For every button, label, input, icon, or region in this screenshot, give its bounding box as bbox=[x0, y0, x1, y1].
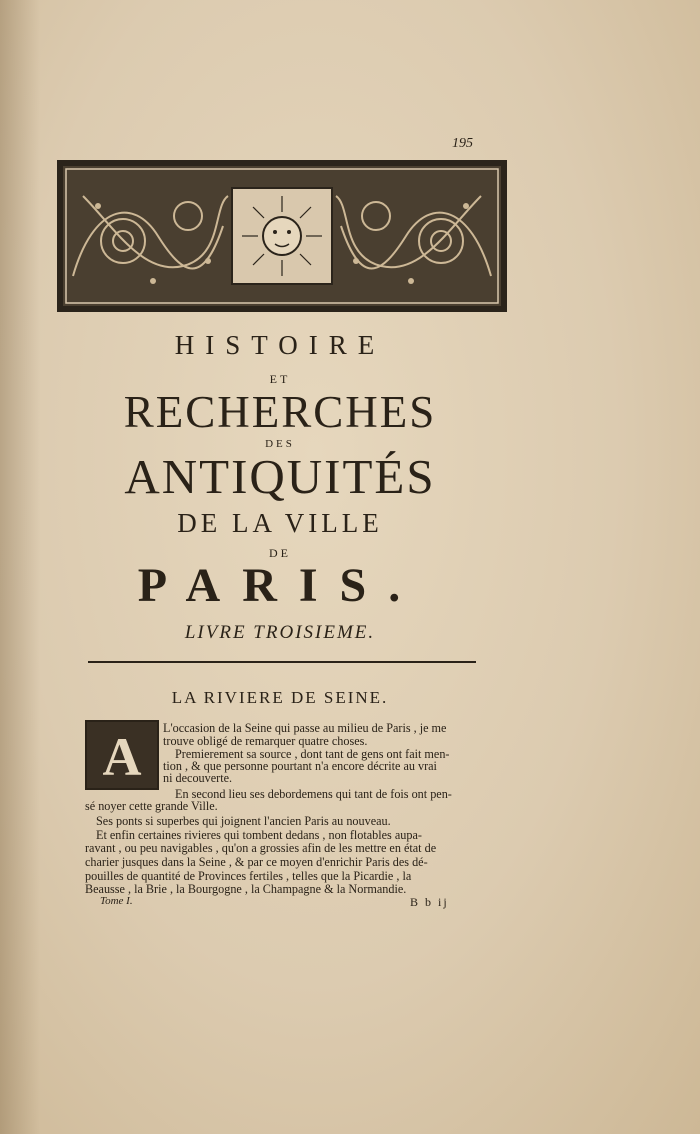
title-recherches: RECHERCHES bbox=[123, 387, 437, 437]
body-line: sé noyer cette grande Ville. bbox=[85, 799, 218, 813]
body-line: ravant , ou peu navigables , qu'on a grossies afin de les mettre en état de bbox=[85, 841, 437, 855]
section-title: LA RIVIERE DE SEINE. bbox=[171, 688, 389, 707]
body-line: charier jusques dans la Seine , & par ce moyen d'enrichir Paris des dé- bbox=[85, 855, 428, 869]
title-et: ET bbox=[269, 372, 291, 386]
body-line: Premierement sa source , dont tant de gens ont fait men- bbox=[175, 747, 450, 761]
title-de-la-ville: DE LA VILLE bbox=[177, 508, 383, 538]
body-line: Et enfin certaines rivieres qui tombent dedans , non flotables aupa- bbox=[96, 828, 422, 842]
footer-volume: Tome I. bbox=[100, 895, 133, 907]
title-de: DE bbox=[269, 546, 291, 560]
title-livre-troisieme: LIVRE TROISIEME. bbox=[184, 622, 376, 643]
body-line: tion , & que personne pourtant n'a encore décrite au vrai bbox=[163, 759, 437, 773]
body-line: En second lieu ses debordemens qui tant de fois ont pen- bbox=[175, 787, 452, 801]
body-line: pouilles de quantité de Provinces fertiles , telles que la Picardie , la bbox=[85, 869, 412, 883]
title-histoire: HISTOIRE bbox=[174, 330, 386, 360]
body-line: trouve obligé de remarquer quatre choses. bbox=[163, 734, 368, 748]
body-line: Ses ponts si superbes qui joignent l'ancien Paris au nouveau. bbox=[96, 814, 391, 828]
title-des: DES bbox=[265, 438, 295, 450]
drop-cap-letter: A bbox=[102, 727, 142, 787]
page-number: 195 bbox=[452, 136, 473, 151]
body-line: ni decouverte. bbox=[163, 771, 233, 785]
title-antiquites: ANTIQUITÉS bbox=[124, 449, 436, 504]
title-paris: PARIS. bbox=[137, 559, 423, 612]
body-line: L'occasion de la Seine qui passe au milieu de Paris , je me bbox=[163, 721, 447, 735]
footer-signature: B b ij bbox=[410, 895, 449, 909]
body-line: Beausse , la Brie , la Bourgogne , la Champagne & la Normandie. bbox=[85, 882, 407, 896]
